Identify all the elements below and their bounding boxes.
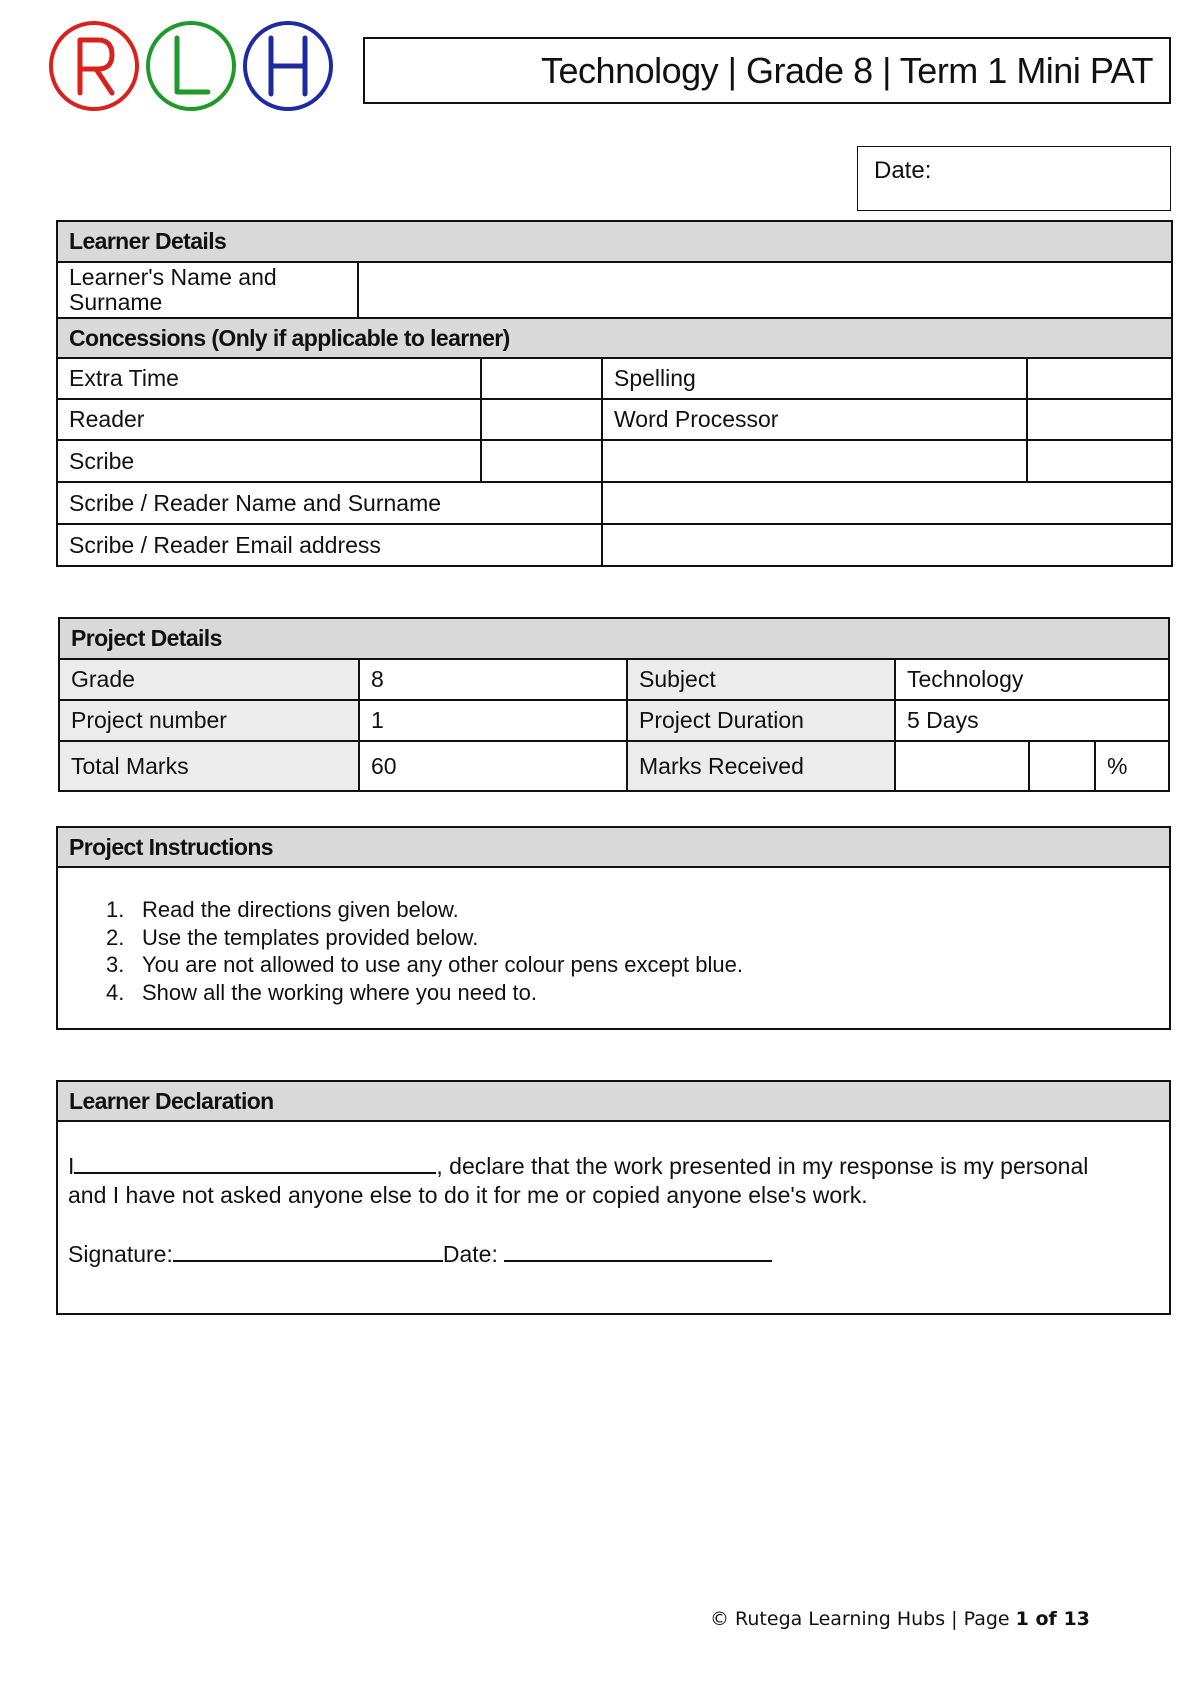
- list-number: 2.: [106, 924, 125, 950]
- list-number: 4.: [106, 979, 125, 1005]
- grade-label: Grade: [59, 659, 359, 700]
- logo-l-circle: [148, 23, 234, 109]
- project-instructions-heading: Project Instructions: [58, 828, 1169, 868]
- subject-label: Subject: [627, 659, 895, 700]
- subject-value: Technology: [895, 659, 1169, 700]
- scribe-name-field[interactable]: [602, 482, 1172, 524]
- list-item: [106, 924, 1169, 952]
- empty-cell: [602, 440, 1027, 482]
- list-item: [106, 951, 1169, 979]
- document-title: [363, 37, 1171, 104]
- date-field[interactable]: [857, 146, 1171, 211]
- extra-time-label: Extra Time: [57, 358, 481, 399]
- total-marks-label: Total Marks: [59, 741, 359, 791]
- empty-cell: [1027, 440, 1172, 482]
- reader-label: Reader: [57, 399, 481, 440]
- declaration-prefix: I: [68, 1153, 75, 1179]
- duration-value: 5 Days: [895, 700, 1169, 741]
- learner-declaration-heading: Learner Declaration: [58, 1082, 1169, 1122]
- percent-sign: %: [1095, 741, 1169, 791]
- list-text: Read the directions given below.: [142, 897, 459, 922]
- list-text: Show all the working where you need to.: [142, 979, 538, 1005]
- reader-field[interactable]: [481, 399, 602, 440]
- date-label: Date:: [874, 157, 932, 184]
- signature-blank[interactable]: [173, 1240, 443, 1262]
- word-processor-label: Word Processor: [602, 399, 1027, 440]
- footer-page-number: 1: [1015, 1608, 1029, 1630]
- percentage-field[interactable]: [1029, 741, 1095, 791]
- declaration-date-blank[interactable]: [504, 1240, 772, 1262]
- footer-page-total: 13: [1063, 1608, 1090, 1630]
- rlh-logo: [46, 18, 336, 114]
- list-number: 3.: [106, 952, 125, 977]
- declaration-line2: and I have not asked anyone else to do it for me or copied anyone else's work.: [68, 1182, 868, 1208]
- scribe-name-label: Scribe / Reader Name and Surname: [57, 482, 602, 524]
- declaration-date-label: Date:: [442, 1241, 498, 1267]
- spelling-field[interactable]: [1027, 358, 1172, 399]
- declaration-name-blank[interactable]: [74, 1152, 436, 1174]
- project-instructions-box: [56, 826, 1171, 1030]
- total-marks-value: 60: [359, 741, 627, 791]
- instructions-list: [58, 868, 1169, 1006]
- project-number-value: 1: [359, 700, 627, 741]
- list-text: You are not allowed to use any other colour pens except blue.: [142, 952, 743, 977]
- learner-declaration-box: [56, 1080, 1171, 1315]
- learner-details-table: [56, 220, 1173, 567]
- logo-h-circle: [245, 23, 331, 109]
- footer-copyright: © Rutega Learning Hubs | Page: [710, 1608, 1016, 1630]
- marks-received-field[interactable]: [895, 741, 1029, 791]
- duration-label: Project Duration: [627, 700, 895, 741]
- list-text: Use the templates provided below.: [142, 924, 479, 950]
- project-details-table: [58, 617, 1170, 792]
- scribe-label: Scribe: [57, 440, 481, 482]
- grade-value: 8: [359, 659, 627, 700]
- document-title-text: Technology | Grade 8 | Term 1 Mini PAT: [541, 49, 1153, 91]
- concessions-heading: Concessions (Only if applicable to learner): [57, 318, 1172, 358]
- list-number: 1.: [106, 897, 125, 922]
- list-item: [106, 979, 1169, 1007]
- extra-time-field[interactable]: [481, 358, 602, 399]
- signature-label: Signature:: [68, 1241, 173, 1267]
- word-processor-field[interactable]: [1027, 399, 1172, 440]
- list-item: [106, 896, 1169, 924]
- project-number-label: Project number: [59, 700, 359, 741]
- marks-received-label: Marks Received: [627, 741, 895, 791]
- declaration-text: [58, 1122, 1169, 1269]
- footer-of: of: [1028, 1608, 1064, 1630]
- project-details-heading: Project Details: [59, 618, 1169, 659]
- scribe-email-label: Scribe / Reader Email address: [57, 524, 602, 566]
- learner-name-label: Learner's Name and Surname: [57, 262, 358, 318]
- scribe-field[interactable]: [481, 440, 602, 482]
- learner-name-field[interactable]: [358, 262, 1172, 318]
- learner-details-heading: Learner Details: [57, 221, 1172, 262]
- page-footer: [710, 1608, 1090, 1630]
- declaration-line1: , declare that the work presented in my response is my personal: [436, 1153, 1089, 1179]
- scribe-email-field[interactable]: [602, 524, 1172, 566]
- spelling-label: Spelling: [602, 358, 1027, 399]
- logo-r-circle: [51, 23, 137, 109]
